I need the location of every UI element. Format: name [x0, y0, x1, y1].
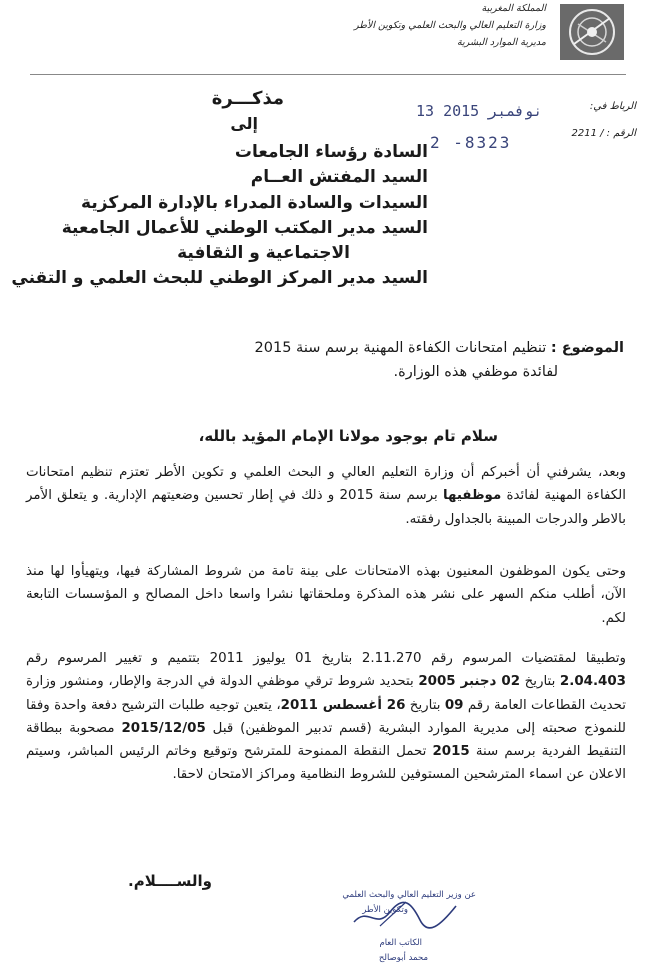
- number-stamp: 2 -8323: [430, 133, 512, 152]
- subject-line-1: [255, 340, 624, 356]
- signature-line-1: عن وزير التعليم العالي والبحث العلمي: [342, 890, 476, 900]
- place-date-label: الرباط في:: [589, 101, 636, 112]
- recipient-inspector-general: السيد المفتش العــام: [250, 167, 428, 187]
- recipient-university-presidents: السادة رؤساء الجامعات: [234, 142, 428, 162]
- p1-text-a: وبعد، يشرفني أن أخبركم أن وزارة التعليم العالي و البحث العلمي و تكوين الأطر تعتزم تنظيم امتحانات الكفاءة المهنية لفائدة: [26, 465, 626, 504]
- header-divider: [30, 74, 626, 75]
- ministry-line-directorate: مديرية الموارد البشرية: [457, 37, 546, 48]
- greeting: سلام تام بوجود مولانا الإمام المؤيد بالله،: [198, 427, 498, 445]
- p3-text-g: مصحوبة ببطاقة التنقيط الفردية برسم سنة: [26, 720, 627, 760]
- p3-year: 2015: [432, 744, 470, 760]
- paragraph-3: [26, 647, 626, 787]
- subject-label: الموضوع :: [550, 340, 624, 356]
- p3-text-c: بتاريخ: [520, 674, 560, 690]
- subject-line-2: لفائدة موظفي هذه الوزارة.: [393, 364, 558, 380]
- p3-deadline: 2015/12/05: [121, 720, 206, 736]
- ministry-line-ministry: وزارة التعليم العالي والبحث العلمي وتكوين الأطر: [354, 20, 546, 31]
- memo-to-label: إلى: [230, 114, 258, 133]
- signature-line-2: وتكوين الأطر: [362, 905, 408, 915]
- p1-bold: موظفيها: [442, 488, 502, 504]
- date-stamp: 13 نوفمبر 2015: [416, 102, 543, 120]
- recipient-onousc-director: السيد مدير المكتب الوطني للأعمال الجامعية: [61, 218, 428, 238]
- recipient-onousc-director-cont: الاجتماعية و الثقافية: [177, 243, 350, 263]
- p3-text-e: بتاريخ: [405, 697, 445, 713]
- signature-line-4: محمد أبوصالح: [378, 953, 428, 963]
- closing-salutation: والســــلام.: [128, 872, 212, 890]
- p3-decree-date: 02 دجنبر 2005: [418, 674, 521, 690]
- ministry-emblem-icon: [560, 4, 624, 60]
- subject-text-1: تنظيم امتحانات الكفاءة المهنية برسم سنة 2015: [254, 340, 547, 356]
- p3-text-d: بتحديد شروط ترقي موظفي الدولة في الدرجة والإطار، ومنشور وزارة تحديث القطاعات العامة رقم: [26, 674, 626, 713]
- p3-text-h: تحمل النقطة الممنوحة للمترشح وتوقيع وخاتم الرئيس المباشر، وسيتم الاعلان عن اسماء المترشحين المستوفين للشروط النظامية ومراكز الامتحان لاحقا.: [26, 744, 626, 783]
- paragraph-2: وحتى يكون الموظفون المعنيون بهذه الامتحانات على بينة تامة من شروط المشاركة فيها، ويتهيأوا لها منذ الآن، أطلب منكم السهر على نشر هذه المذكرة وملحقاتها نشرا واسعا داخل المصالح و المؤسسات التابعة لكم.: [26, 564, 626, 626]
- p3-text-a: وتطبيقا لمقتضيات المرسوم رقم 2.11.270 بتاريخ 01 يوليوز 2011 بتتميم و تغيير المرسوم رقم: [26, 651, 626, 666]
- memo-title: مذكـــرة: [211, 88, 284, 109]
- ministry-line-kingdom: المملكة المغربية: [481, 3, 546, 14]
- recipient-central-directors: السيدات والسادة المدراء بالإدارة المركزية: [81, 193, 428, 213]
- p3-circular-date: 26 أغسطس 2011: [280, 697, 406, 713]
- reference-number: الرقم : / 2211: [571, 128, 636, 139]
- paragraph-1: [26, 461, 626, 531]
- handwritten-signature: [350, 896, 460, 934]
- signature-line-3: الكاتب العام: [379, 938, 422, 948]
- p3-text-f: ، يتعين توجيه طلبات الترشيح دفعة واحدة وفقا للنموذج صحبته إلى مديرية الموارد البشرية (قسم تدبير الموظفين) قبل: [26, 697, 626, 736]
- p3-decree-number: 2.04.403: [559, 674, 626, 690]
- recipient-cnrst-director: السيد مدير المركز الوطني للبحث العلمي و التقني: [11, 268, 428, 288]
- p3-circular-number: 09: [444, 697, 464, 713]
- p1-text-b: برسم سنة 2015 و ذلك في إطار تحسين وضعيتهم الإدارية. و يتعلق الأمر بالاطر والدرجات المبينة بالجداول رفقته.: [26, 488, 626, 527]
